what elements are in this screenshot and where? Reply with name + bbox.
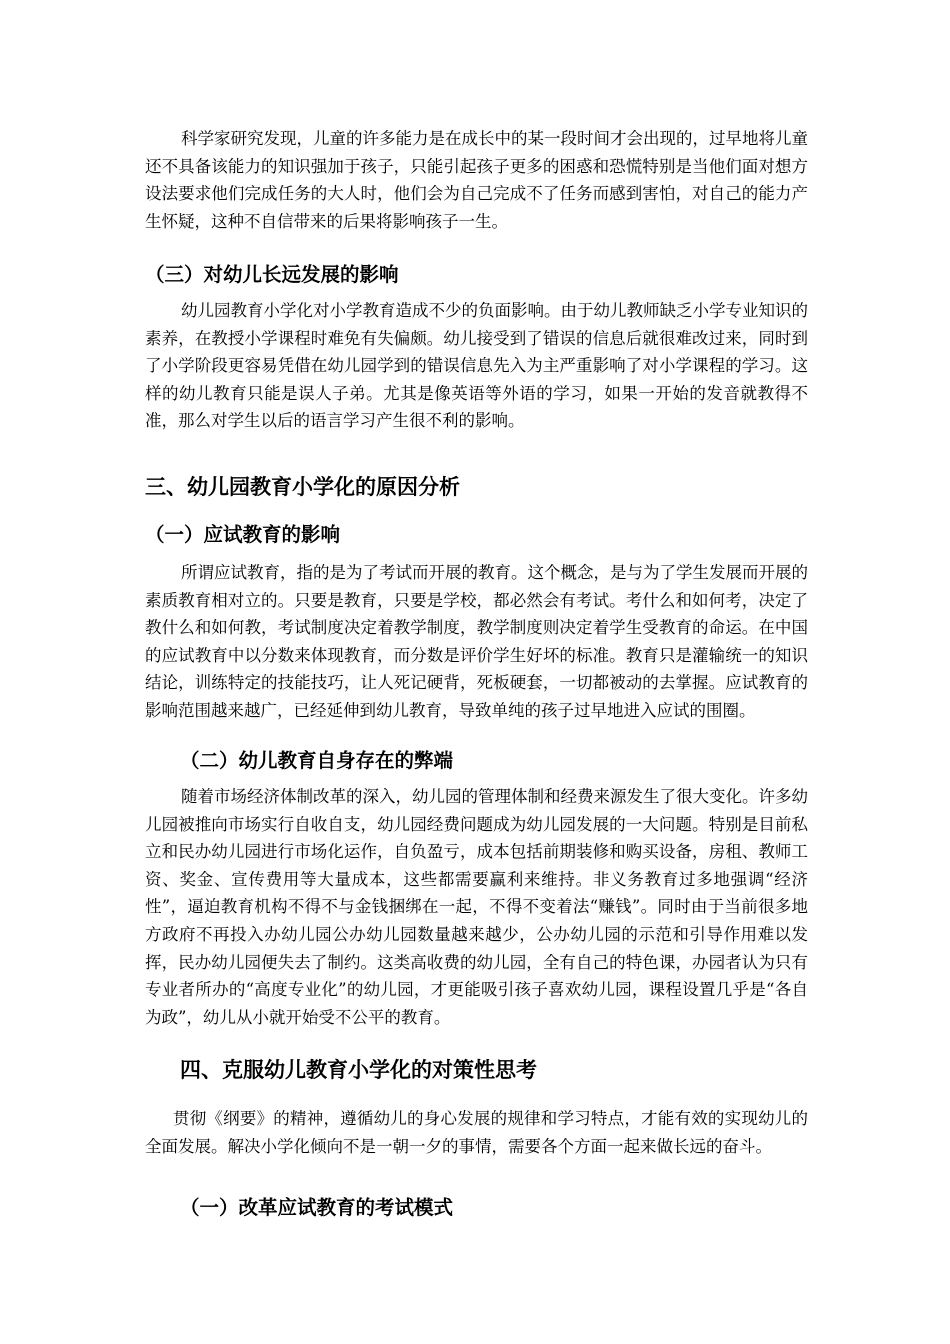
subheading-self-drawbacks: （二）幼儿教育自身存在的弊端: [180, 749, 454, 772]
section-heading-causes: 三、幼儿园教育小学化的原因分析: [145, 475, 460, 499]
subheading-exam-oriented: （一）应试教育的影响: [145, 523, 341, 546]
paragraph-exam-oriented: 所谓应试教育，指的是为了考试而开展的教育。这个概念，是与为了学生发展而开展的素质教育相对立的。只要是教育，只要是学校，都必然会有考试。考什么和如何考，决定了教什么和如何教，考试制度决定着教学制度，教学制度则决定着学生受教育的命运。在中国的应试教育中以分数来体现教育，而分数是评价学生好坏的标准。教育只是灌输统一的知识结论，训练特定的技能技巧，让人死记硬背，死板硬套，一切都被动的去掌握。应试教育的影响范围越来越广，已经延伸到幼儿教育，导致单纯的孩子过早地进入应试的围圈。: [145, 563, 808, 720]
paragraph-negative-impact: 幼儿园教育小学化对小学教育造成不少的负面影响。由于幼儿教师缺乏小学专业知识的素养，在教授小学课程时难免有失偏颇。幼儿接受到了错误的信息后就很难改过来，同时到了小学阶段更容易凭借在幼儿园学到的错误信息先入为主严重影响了对小学课程的学习。这样的幼儿教育只能是误人子弟。尤其是像英语等外语的学习，如果一开始的发音就教得不准，那么对学生以后的语言学习产生很不利的影响。: [145, 301, 808, 431]
subheading-reform-exam: （一）改革应试教育的考试模式: [180, 1196, 454, 1219]
subheading-long-term-impact: （三）对幼儿长远发展的影响: [145, 263, 399, 286]
paragraph-early-abilities: 科学家研究发现，儿童的许多能力是在成长中的某一段时间才会出现的，过早地将儿童还不具备该能力的知识强加于孩子，只能引起孩子更多的困惑和恐慌特别是当他们面对想方设法要求他们完成任务的大人时，他们会为自己完成不了任务而感到害怕，对自己的能力产生怀疑，这种不自信带来的后果将影响孩子一生。: [145, 129, 808, 231]
section-heading-countermeasures: 四、克服幼儿教育小学化的对策性思考: [180, 1058, 537, 1082]
paragraph-market-economy: 随着市场经济体制改革的深入，幼儿园的管理体制和经费来源发生了很大变化。许多幼儿园被推向市场实行自收自支，幼儿园经费问题成为幼儿园发展的一大问题。特别是目前私立和民办幼儿园进行市场化运作，自负盈亏，成本包括前期装修和购买设备，房租、教师工资、奖金、宣传费用等大量成本，这些都需要赢利来维持。非义务教育过多地强调“经济性”，逼迫教育机构不得不与金钱捆绑在一起，不得不变着法“赚钱”。同时由于当前很多地方政府不再投入办幼儿园公办幼儿园数量越来越少，公办幼儿园的示范和引导作用难以发挥，民办幼儿园便失去了制约。这类高收费的幼儿园，全有自己的特色课，办园者认为只有专业者所办的“高度专业化”的幼儿园，才更能吸引孩子喜欢幼儿园，课程设置几乎是“各自为政”，幼儿从小就开始受不公平的教育。: [145, 787, 808, 1027]
paragraph-guidelines: 贯彻《纲要》的精神，遵循幼儿的身心发展的规律和学习特点，才能有效的实现幼儿的全面发展。解决小学化倾向不是一朝一夕的事情，需要各个方面一起来做长远的奋斗。: [145, 1109, 808, 1156]
